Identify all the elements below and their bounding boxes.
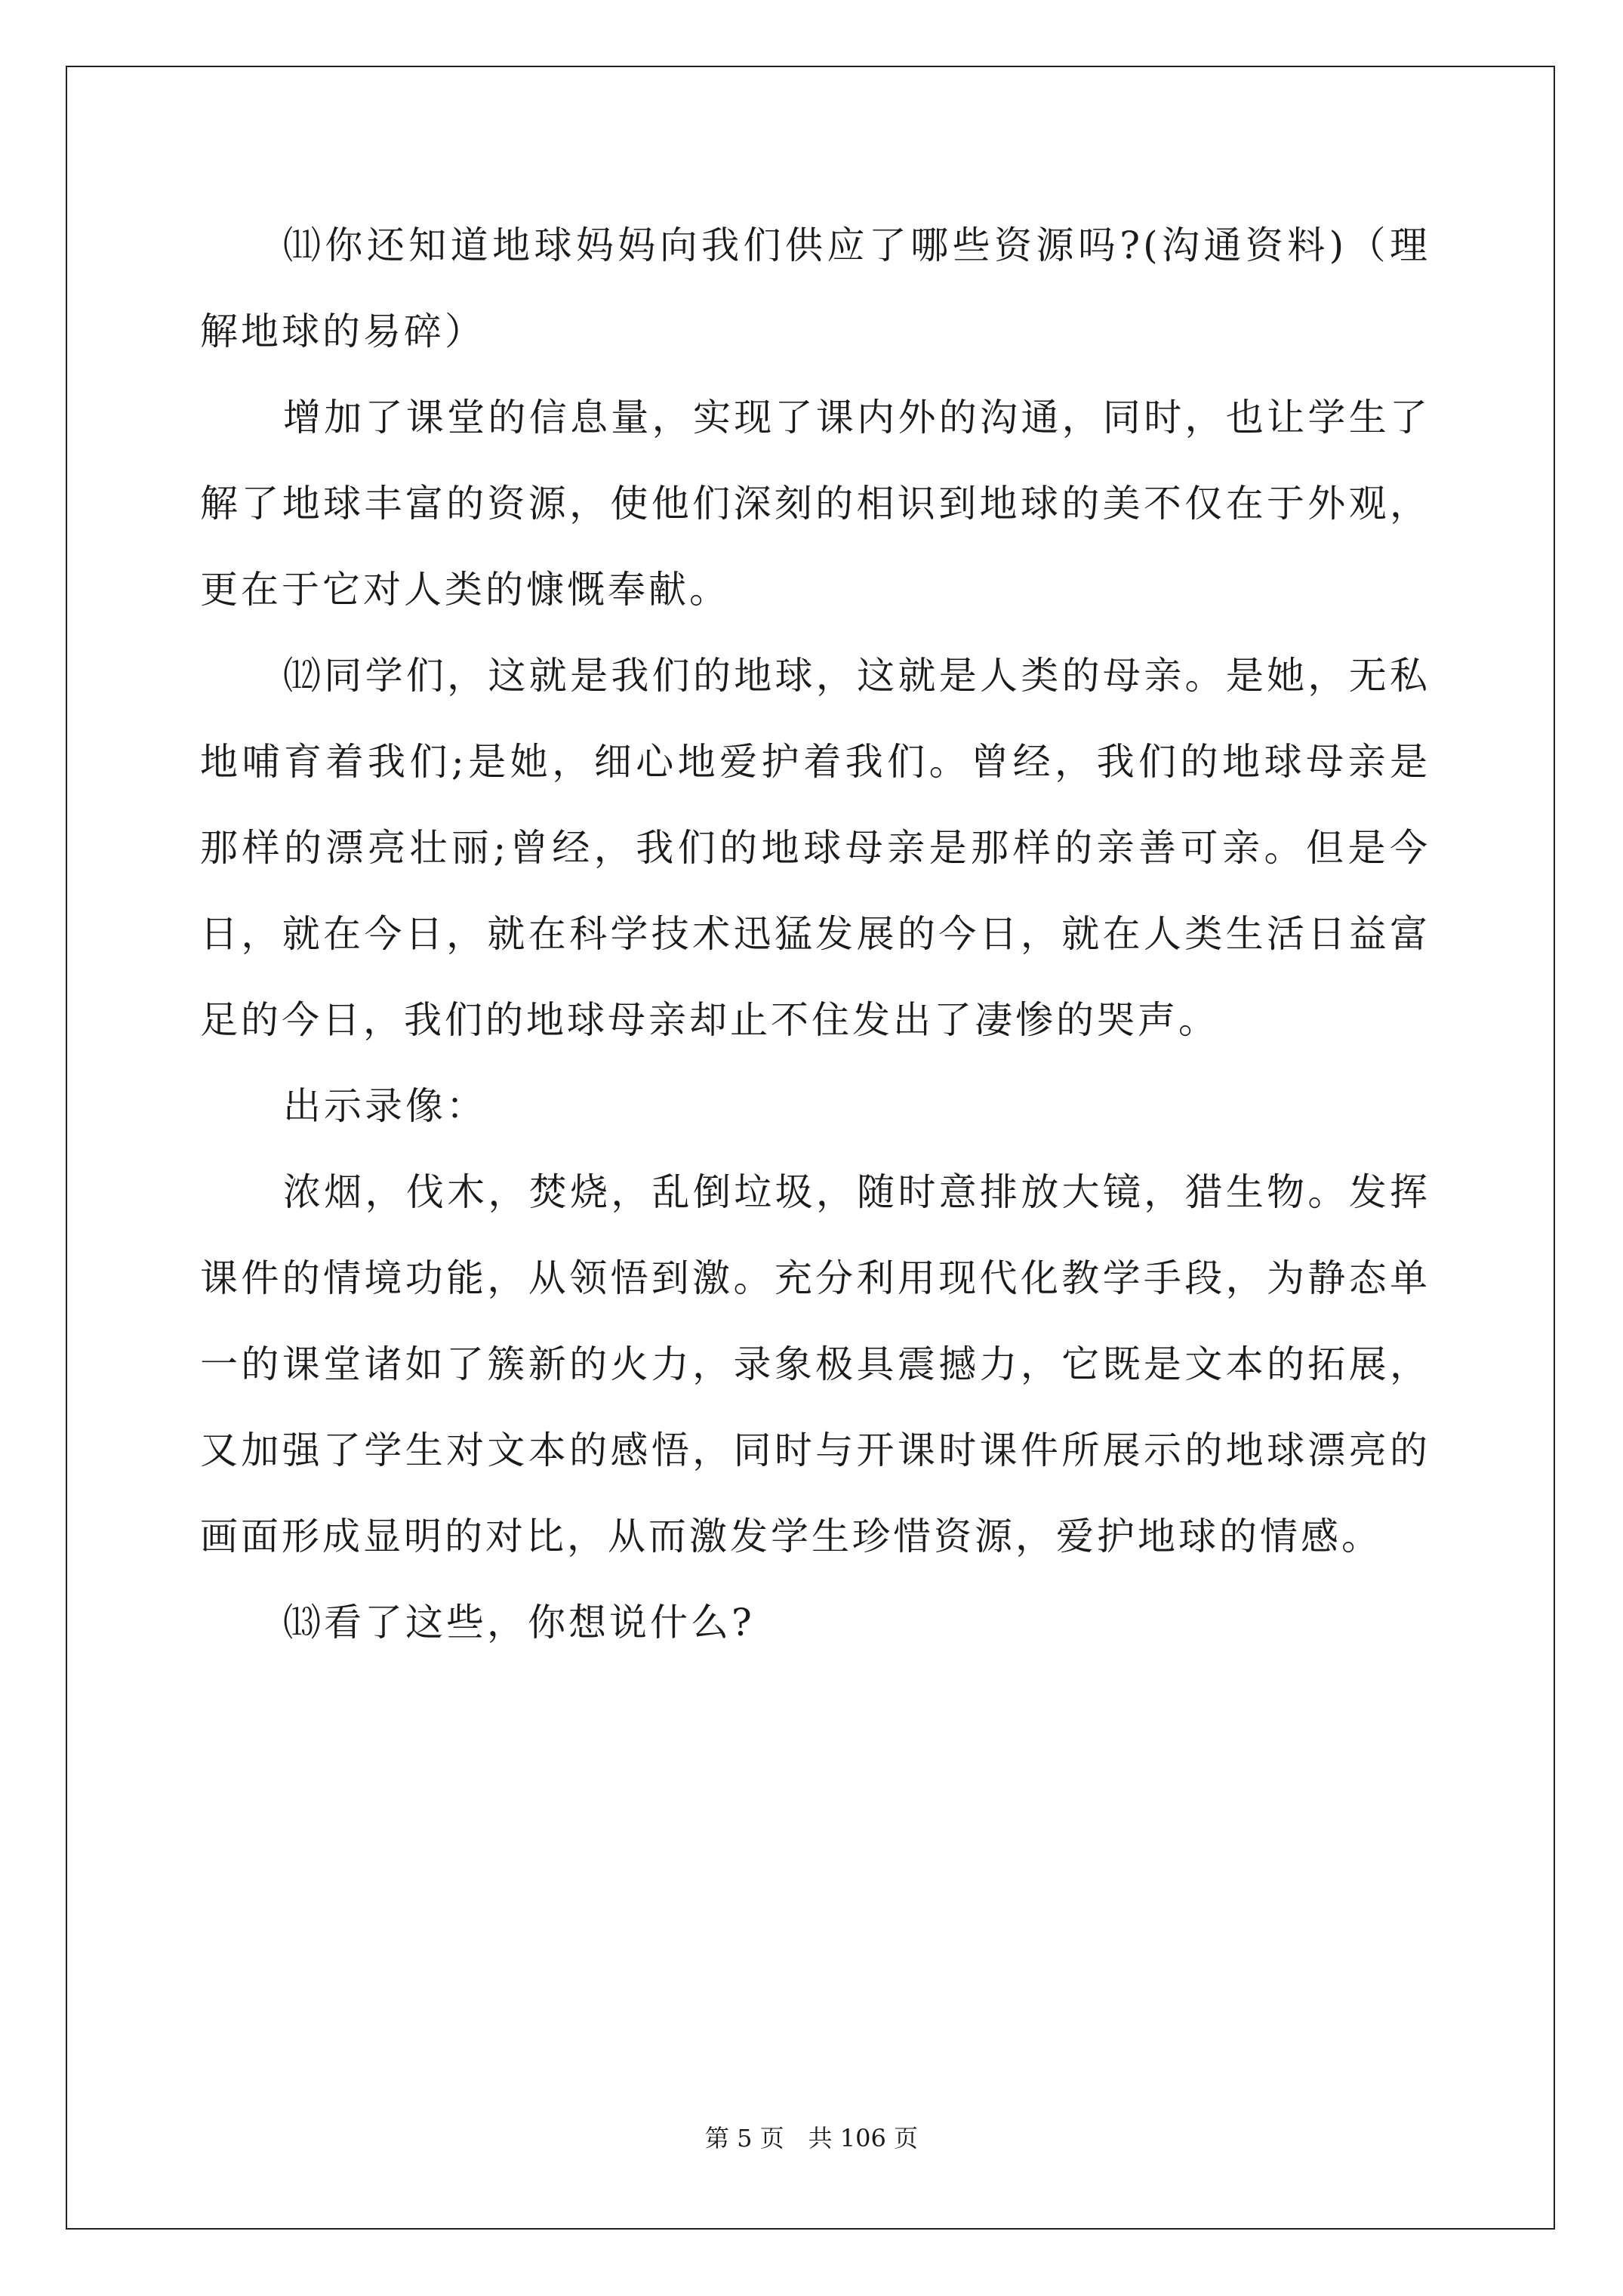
document-body xyxy=(200,202,1431,1666)
paragraph-11: ⑾你还知道地球妈妈向我们供应了哪些资源吗?(沟通资料)（理解地球的易碎） xyxy=(200,223,1431,353)
paragraph-comment-resources: 增加了课堂的信息量，实现了课内外的沟通，同时，也让学生了解了地球丰富的资源，使他们深刻的相识到地球的美不仅在于外观，更在于它对人类的慷慨奉献。 xyxy=(200,396,1431,612)
paragraph-12: ⑿同学们，这就是我们的地球，这就是人类的母亲。是她，无私地哺育着我们;是她，细心地爱护着我们。曾经，我们的地球母亲是那样的漂亮壮丽;曾经，我们的地球母亲是那样的亲善可亲。但是今日，就在今日，就在科学技术迅猛发展的今日，就在人类生活日益富足的今日，我们的地球母亲却止不住发出了凄惨的哭声。 xyxy=(200,654,1431,1042)
page-footer: 第 5 页 共 106 页 xyxy=(704,2124,919,2153)
paragraph-show-video: 出示录像： xyxy=(283,1084,487,1128)
paragraph-video-comment: 浓烟，伐木，焚烧，乱倒垃圾，随时意排放大镜，猎生物。发挥课件的情境功能，从领悟到激。充分利用现代化教学手段，为静态单一的课堂诸如了簇新的火力，录象极具震撼力，它既是文本的拓展，又加强了学生对文本的感悟，同时与开课时课件所展示的地球漂亮的画面形成显明的对比，从而激发学生珍惜资源，爱护地球的情感。 xyxy=(200,1170,1431,1558)
paragraph-13: ⒀看了这些，你想说什么? xyxy=(283,1601,755,1644)
